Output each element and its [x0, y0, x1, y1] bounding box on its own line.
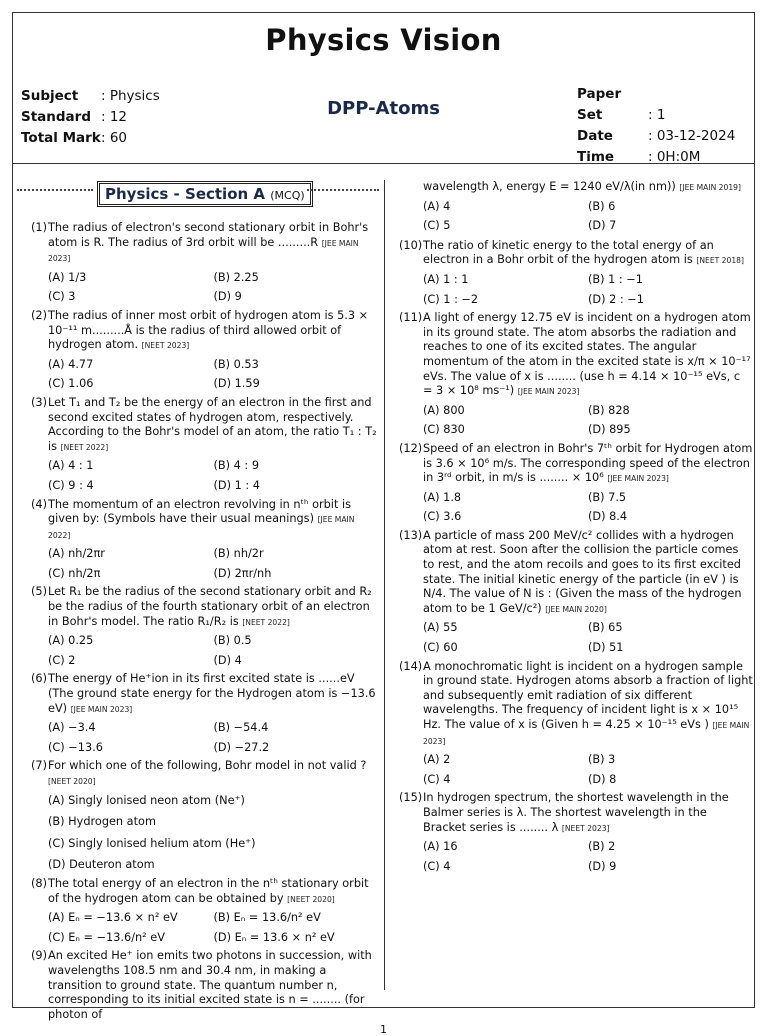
question-number: (9) [31, 949, 48, 963]
option: (C) 830 [423, 423, 465, 437]
options-grid [423, 404, 753, 438]
question-number: (2) [31, 308, 48, 322]
total-mark-label: Total Mark [21, 130, 101, 146]
options-grid [48, 794, 379, 873]
standard-value: : 12 [101, 109, 128, 125]
question-number: (7) [31, 759, 48, 773]
date-label: Date [577, 128, 613, 144]
question-8 [31, 877, 379, 945]
question-number: (4) [31, 497, 48, 511]
question-text: A light of energy 12.75 eV is incident on a hydrogen atom in its ground state. The atom absorbs the radiation and reaches to one of its excited states. The angular momentum of the atom in the excited state is x/π × 10⁻¹⁷ eVs. The value of x is ........ (use h = 4.14 × 10⁻¹⁵ eVs, c = 3 × 10⁸ ms⁻¹) [423, 311, 751, 398]
question-number: (5) [31, 585, 48, 599]
section-title: Physics - Section A [105, 185, 266, 203]
question-10 [399, 239, 753, 307]
option: (D) 4 [213, 653, 242, 667]
option: (D) 1 : 4 [213, 478, 260, 492]
left-column [31, 221, 379, 1026]
question-number: (13) [399, 528, 423, 542]
question-text: A monochromatic light is incident on a hydrogen sample in ground state. Hydrogen atoms absorb a fraction of light and subsequently emit radiation of six different wavelengths. The frequency of incident light is x × 10¹⁵ Hz. The value of x is (Given h = 4.25 × 10⁻¹⁵ eVs ) [423, 659, 753, 731]
question-text: wavelength λ, energy E = 1240 eV/λ(in nm)) [423, 180, 676, 193]
option: (B) Hydrogen atom [48, 815, 156, 829]
option: (B) 7.5 [588, 490, 627, 504]
options-grid [423, 621, 753, 655]
option: (A) Singly lonised neon atom (Ne⁺) [48, 793, 245, 807]
question-7 [31, 759, 379, 873]
option: (B) 3 [588, 753, 616, 767]
question-text: The energy of He⁺ion in its first excited state is ......eV (The ground state energy for the Hydrogen atom is −13.6 eV) [48, 672, 376, 715]
question-source: [NEET 2023] [561, 823, 610, 833]
question-number: (15) [399, 791, 423, 805]
question-1 [31, 221, 379, 305]
option: (D) 8 [588, 772, 617, 786]
option: (C) 3 [48, 290, 76, 304]
subject-value: : Physics [101, 88, 160, 104]
option: (D) 8.4 [588, 510, 628, 524]
date-value: : 03-12-2024 [648, 128, 736, 144]
question-source: [JEE MAIN 2023] [607, 474, 669, 484]
question-9 [31, 949, 379, 1022]
option: (C) nh/2π [48, 566, 101, 580]
question-source: [NEET 2020] [48, 777, 96, 786]
options-grid [48, 911, 379, 945]
question-source: [NEET 2022] [60, 442, 109, 452]
option: (A) 1/3 [48, 270, 87, 284]
option: (B) 2.25 [213, 270, 259, 284]
section-header [17, 181, 379, 207]
right-column [399, 180, 753, 878]
options-grid [48, 271, 379, 305]
question-text: Let T₁ and T₂ be the energy of an electron in the first and second excited states of hydrogen atom, respectively. According to the Bohr's model of an atom, the ratio T₁ : T₂ is [48, 395, 377, 453]
paper-title: DPP-Atoms [327, 98, 440, 119]
option: (C) 2 [48, 653, 76, 667]
question-source: [JEE MAIN 2023] [48, 238, 359, 264]
dotted-leader [307, 189, 379, 191]
question-source: [NEET 2018] [696, 256, 744, 266]
option: (B) 4 : 9 [213, 459, 260, 473]
question-11 [399, 311, 753, 438]
option: (B) 6 [588, 199, 616, 213]
question-source: [JEE MAIN 2023] [517, 387, 580, 397]
question-3 [31, 396, 379, 494]
question-number: (12) [399, 441, 423, 455]
option: (A) 4 [423, 199, 451, 213]
question-text: Speed of an electron in Bohr's 7ᵗʰ orbit for Hydrogen atom is 3.6 × 10⁶ m/s. The corresponding speed of the electron in 3ʳᵈ orbit, in m/s is ........ × 10⁶ [423, 441, 753, 485]
option: (D) 9 [213, 290, 242, 304]
question-number: (11) [399, 311, 423, 325]
question-text: An excited He⁺ ion emits two photons in succession, with wavelengths 108.5 nm and 30.4 nm, in making a transition to ground state. The quantum number n, corresponding to its initial excited state is n = ........ (for photon of [48, 949, 372, 1021]
time-value: : 0H:0M [648, 149, 701, 165]
option: (B) 828 [588, 403, 630, 417]
option: (C) −13.6 [48, 740, 103, 754]
option: (C) 9 : 4 [48, 478, 94, 492]
time-label: Time [577, 149, 615, 165]
option: (A) 4.77 [48, 357, 94, 371]
question-number: (14) [399, 659, 423, 673]
option: (A) 1 : 1 [423, 272, 469, 286]
option: (B) Eₙ = 13.6/n² eV [213, 911, 321, 925]
option: (A) 4 : 1 [48, 459, 94, 473]
question-4 [31, 498, 379, 582]
option: (D) 1.59 [213, 377, 260, 391]
question-source: [JEE MAIN 2020] [545, 604, 607, 614]
page-title: Physics Vision [265, 23, 502, 57]
option: (B) 1 : −1 [588, 272, 643, 286]
question-text: A particle of mass 200 MeV/c² collides with a hydrogen atom at rest. Soon after the collision the particle comes to rest, and the atom recoils and goes to its first excited state. The initial kinetic energy of the particle (in eV ) is N/4. The value of N is : (Given the mass of the hydrogen atom to be 1 GeV/c²) [423, 528, 742, 615]
options-grid [48, 459, 379, 493]
question-text: The radius of electron's second stationary orbit in Bohr's atom is R. The radius of 3rd orbit will be .........R [48, 221, 369, 249]
option: (C) 5 [423, 219, 451, 233]
section-title-box [97, 181, 313, 207]
option: (B) 2 [588, 840, 616, 854]
options-grid [423, 840, 753, 874]
question-6 [31, 672, 379, 755]
question-source: [NEET 2023] [141, 341, 190, 351]
question-5 [31, 585, 379, 668]
question-2 [31, 309, 379, 392]
question-number: (1) [31, 221, 48, 234]
right-questions [399, 239, 753, 875]
question-text: In hydrogen spectrum, the shortest wavelength in the Balmer series is λ. The shortest wavelength in the Bracket series is ........ λ [423, 791, 729, 834]
question-12 [399, 442, 753, 525]
question-text: The momentum of an electron revolving in nᵗʰ orbit is given by: (Symbols have their usual meanings) [48, 497, 351, 526]
option: (A) Eₙ = −13.6 × n² eV [48, 911, 178, 925]
option: (B) −54.4 [213, 721, 269, 735]
option: (C) 1.06 [48, 377, 94, 391]
option: (D) 2 : −1 [588, 292, 644, 306]
option: (D) 895 [588, 423, 631, 437]
option: (C) 60 [423, 641, 458, 655]
options-grid [48, 634, 379, 668]
section-tag: (MCQ) [270, 189, 305, 202]
options-grid [423, 753, 753, 787]
option: (B) nh/2r [213, 547, 264, 561]
exam-sheet [12, 12, 755, 1036]
option: (A) 16 [423, 840, 458, 854]
option: (D) 9 [588, 859, 617, 873]
question-number: (3) [31, 395, 48, 409]
total-mark-value: : 60 [101, 130, 128, 146]
question-text: The total energy of an electron in the nᵗʰ stationary orbit of the hydrogen atom can be obtained by [48, 876, 369, 905]
question-text: For which one of the following, Bohr model in not valid ? [48, 759, 367, 773]
dotted-leader [17, 189, 93, 191]
option: (D) 7 [588, 219, 617, 233]
option: (A) −3.4 [48, 721, 96, 735]
option: (A) 2 [423, 753, 451, 767]
option: (C) Eₙ = −13.6/n² eV [48, 930, 165, 944]
paper-set-label: Paper Set [577, 86, 622, 123]
option: (C) 3.6 [423, 510, 462, 524]
option: (C) 1 : −2 [423, 292, 479, 306]
options-grid [423, 273, 753, 307]
paper-set-value: : 1 [648, 107, 666, 123]
question-source: [JEE MAIN 2019] [679, 183, 741, 192]
question-number: (8) [31, 876, 48, 890]
option: (A) 1.8 [423, 490, 462, 504]
header-divider [13, 163, 754, 164]
question-source: [JEE MAIN 2022] [48, 515, 355, 540]
question-13 [399, 529, 753, 656]
standard-label: Standard [21, 109, 91, 125]
question-source: [JEE MAIN 2023] [423, 721, 750, 746]
question-text: The ratio of kinetic energy to the total energy of an electron in a Bohr orbit of the hydrogen atom is [423, 238, 714, 267]
question-text: The radius of inner most orbit of hydrogen atom is 5.3 × 10⁻¹¹ m.........Å is the radius of third allowed orbit of hydrogen atom. [48, 308, 369, 352]
option: (A) 800 [423, 403, 465, 417]
question-number: (6) [31, 672, 48, 686]
options-grid [423, 200, 753, 234]
option: (D) 2πr/nh [213, 566, 272, 580]
question-source: [JEE MAIN 2023] [70, 704, 133, 714]
options-grid [48, 547, 379, 581]
question-14 [399, 660, 753, 788]
option: (C) Singly lonised helium atom (He⁺) [48, 836, 256, 850]
options-grid [423, 491, 753, 525]
question-number: (10) [399, 238, 423, 252]
option: (D) −27.2 [213, 740, 270, 754]
question-9-continuation [399, 180, 753, 234]
option: (A) 0.25 [48, 634, 94, 648]
option: (D) Eₙ = 13.6 × n² eV [213, 930, 335, 944]
option: (A) 55 [423, 621, 458, 635]
column-divider [384, 180, 385, 990]
question-text: Let R₁ be the radius of the second stationary orbit and R₂ be the radius of the fourth stationary orbit of an electron in Bohr's model. The ratio R₁/R₂ is [48, 585, 372, 628]
subject-label: Subject [21, 88, 79, 104]
question-source: [NEET 2022] [242, 617, 290, 627]
options-grid [48, 358, 379, 392]
option: (D) Deuteron atom [48, 858, 155, 872]
option: (C) 4 [423, 772, 451, 786]
meta-right [577, 84, 735, 168]
option: (D) 51 [588, 641, 624, 655]
option: (B) 65 [588, 621, 623, 635]
question-source: [NEET 2020] [287, 894, 335, 904]
option: (B) 0.5 [213, 634, 252, 648]
page-number: 1 [380, 1023, 387, 1036]
question-15 [399, 791, 753, 874]
options-grid [48, 721, 379, 755]
option: (B) 0.53 [213, 357, 259, 371]
option: (A) nh/2πr [48, 547, 105, 561]
option: (C) 4 [423, 859, 451, 873]
